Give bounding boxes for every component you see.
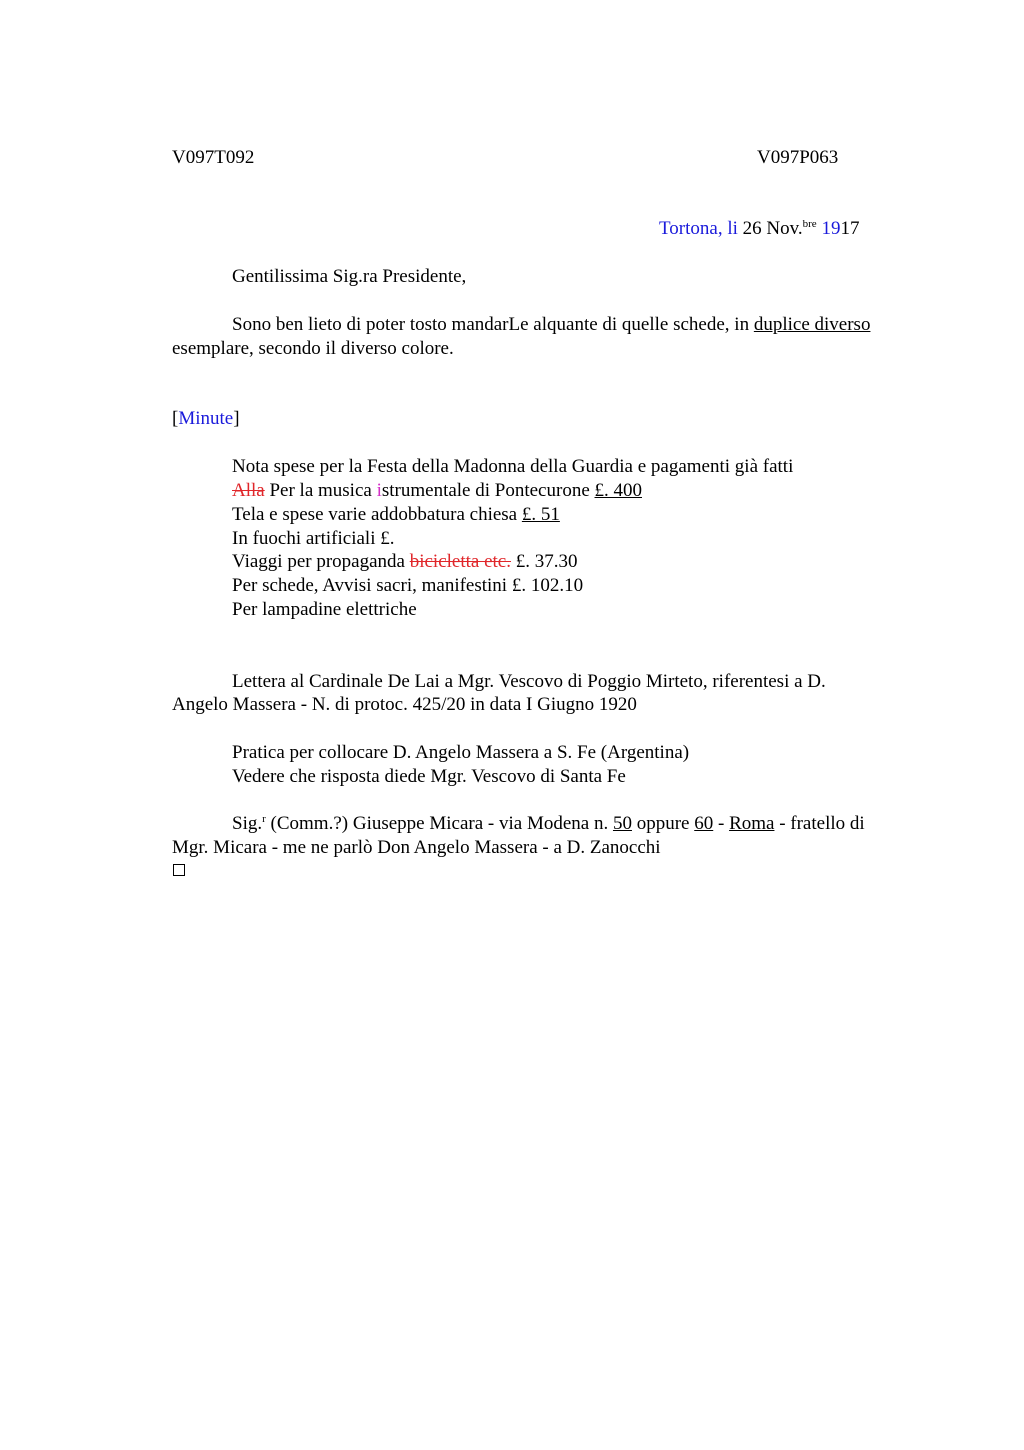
micara-number-1: 50	[612, 813, 632, 834]
empty-checkbox-symbol	[173, 864, 185, 876]
letter-body-line-1	[232, 313, 870, 337]
note-pratica-line-2: Vedere che risposta diede Mgr. Vescovo di Santa Fe	[232, 766, 626, 787]
expense-musica	[232, 479, 642, 503]
note-cardinale-line-2: Angelo Massera - N. di protoc. 425/20 in data I Giugno 1920	[172, 694, 637, 715]
date-year-suffix: 17	[840, 218, 860, 239]
micara-text: (Comm.?) Giuseppe Micara - via Modena n.	[270, 813, 609, 834]
letter-body-line-2: esemplare, secondo il diverso colore.	[172, 338, 454, 359]
expense-amount: £. 400	[594, 480, 642, 501]
micara-sig-superscript: r	[262, 813, 266, 825]
date-month-superscript: bre	[802, 218, 817, 230]
section-label: Minute	[178, 408, 234, 429]
expense-text: strumentale di Pontecurone	[381, 480, 590, 501]
expenses-heading: Nota spese per la Festa della Madonna della Guardia e pagamenti già fatti	[232, 456, 794, 477]
micara-number-2: 60	[694, 813, 714, 834]
body-text: Sono ben lieto di poter tosto mandarLe alquante di quelle schede, in	[232, 314, 750, 335]
date-place: Tortona, li	[659, 218, 738, 239]
note-cardinale-line-1: Lettera al Cardinale De Lai a Mgr. Vescovo di Poggio Mirteto, riferentesi a D.	[232, 671, 826, 692]
date-day-month: 26 Nov.	[742, 218, 803, 239]
expense-tela	[232, 503, 560, 527]
expense-fuochi: In fuochi artificiali £.	[232, 528, 395, 549]
expense-text: Viaggi per propaganda	[232, 551, 405, 572]
expense-amount: £. 37.30	[515, 551, 578, 572]
document-code-right: V097P063	[757, 147, 839, 168]
note-pratica-line-1: Pratica per collocare D. Angelo Massera a S. Fe (Argentina)	[232, 742, 690, 763]
inserted-letter: i	[376, 480, 382, 501]
micara-text: - fratello di	[779, 813, 865, 834]
bracket-close: ]	[233, 408, 240, 429]
letter-salutation: Gentilissima Sig.ra Presidente,	[232, 266, 467, 287]
expense-lampadine: Per lampadine elettriche	[232, 599, 417, 620]
expense-schede: Per schede, Avvisi sacri, manifestini £. 102.10	[232, 575, 584, 596]
expense-viaggi	[232, 550, 578, 574]
expense-text: Per la musica	[269, 480, 372, 501]
document-code-left: V097T092	[172, 147, 255, 168]
section-heading	[172, 407, 240, 431]
body-underlined-text: duplice diverso	[753, 314, 871, 335]
note-micara-line-1	[232, 812, 865, 836]
date-year-prefix: 19	[821, 218, 841, 239]
letter-date	[659, 217, 859, 241]
micara-text: oppure	[636, 813, 690, 834]
struck-text: Alla	[232, 480, 265, 501]
micara-city: Roma	[729, 813, 775, 834]
micara-dash: -	[717, 813, 725, 834]
note-micara-line-2: Mgr. Micara - me ne parlò Don Angelo Massera - a D. Zanocchi	[172, 837, 661, 858]
bracket-open: [	[172, 408, 179, 429]
expense-text: Tela e spese varie addobbatura chiesa	[232, 504, 518, 525]
expense-amount: £. 51	[521, 504, 560, 525]
struck-text: bicicletta etc.	[409, 551, 511, 572]
micara-sig: Sig.	[232, 813, 263, 834]
